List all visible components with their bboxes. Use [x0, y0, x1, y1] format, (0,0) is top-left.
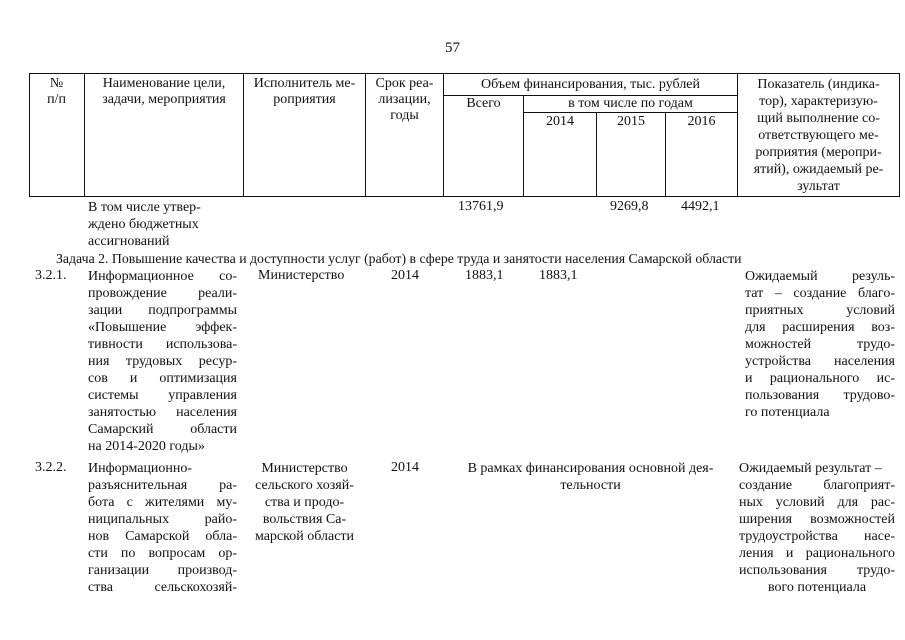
- header-funding: Объем финансирования, тыс. рублей: [480, 77, 701, 92]
- approved-row-label: В том числе утвер- ждено бюджетных ассигнований: [88, 200, 201, 249]
- approved-2016: 4492,1: [681, 199, 720, 214]
- row-2014: 1883,1: [539, 268, 578, 283]
- row-result: Ожидаемый резуль- тат – создание благо- приятных условий для расширения воз- можностей трудо- устройства населения и рационального ис- пользования трудово- го потенциала: [745, 269, 895, 420]
- approved-total: 13761,9: [458, 199, 504, 214]
- header-by-year: в том числе по годам: [568, 96, 693, 111]
- row-executor: Министерство сельского хозяй- ства и продо- вольствия Са- марской области: [254, 461, 355, 544]
- row-number: 3.2.1.: [35, 268, 67, 283]
- row-term: 2014: [391, 460, 419, 475]
- row-total: 1883,1: [465, 268, 504, 283]
- row-funding-note: В рамках финансирования основной дея- тельности: [467, 461, 714, 493]
- header-total: Всего: [466, 96, 501, 111]
- approved-2015: 9269,8: [610, 199, 649, 214]
- header-year-2015: 2015: [617, 114, 645, 129]
- header-year-2016: 2016: [687, 114, 716, 129]
- task-title: Задача 2. Повышение качества и доступности услуг (работ) в сфере труда и занятости населения Самарской области: [56, 251, 742, 266]
- row-name: Информационное со- провождение реали- зации подпрограммы «Повышение эффек- тивности использова- ния трудовых ресур- сов и оптимизация системы управления занятостью населения Самарский области на 2014-2020 годы»: [88, 269, 237, 454]
- row-result: Ожидаемый результат – создание благоприят- ных условий для рас- ширения возможностей трудоустройства насе- ления и рационального использования трудо- вого потенциала: [739, 461, 895, 595]
- row-divider: [523, 112, 737, 113]
- row-name: Информационно- разъяснительная ра- бота с жителями му- ниципальных райо- нов Самарской обла- сти по вопросам ор- ганизации производ- ства сельскохозяй-: [88, 461, 237, 595]
- page-number: 57: [445, 40, 460, 56]
- header-indicator: Показатель (индика- тор), характеризую- щий выполнение со- ответствующего ме- роприятия (меропри- ятий), ожидаемый ре- зультат: [753, 77, 884, 194]
- header-executor: Исполнитель ме- роприятия: [253, 76, 356, 107]
- header-year-2014: 2014: [546, 114, 574, 129]
- row-number: 3.2.2.: [35, 460, 67, 475]
- row-executor: Министерство: [258, 268, 345, 283]
- row-term: 2014: [391, 268, 419, 283]
- header-number: № п/п: [47, 76, 66, 107]
- header-term: Срок реа- лизации, годы: [375, 76, 434, 123]
- header-name: Наименование цели, задачи, мероприятия: [102, 76, 226, 107]
